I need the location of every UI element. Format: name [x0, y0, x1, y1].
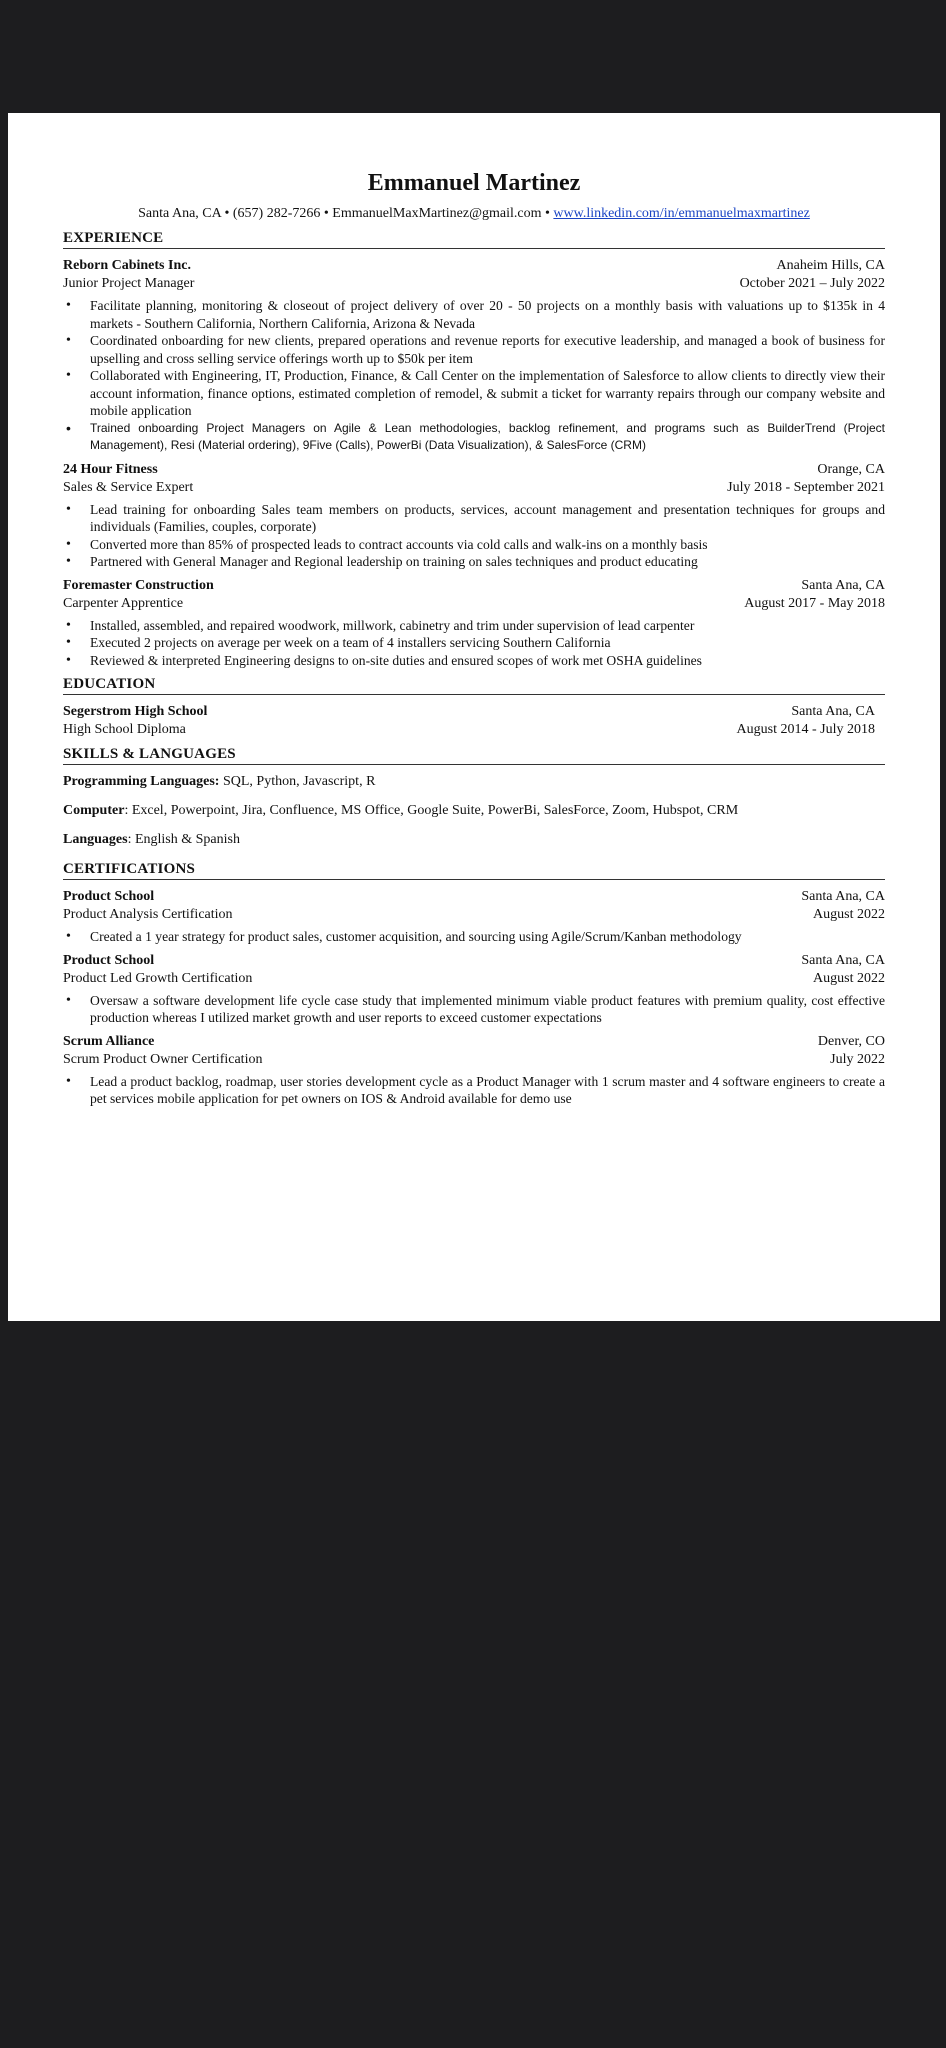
bullet-item: • Converted more than 85% of prospected leads to contract accounts via cold calls and walk-ins on a monthly basis: [90, 536, 885, 554]
cert-org: Product School: [63, 889, 155, 904]
job-entry: [63, 257, 885, 455]
job-bullets: [63, 617, 885, 670]
contact-line: [63, 205, 885, 223]
bullet-item: • Created a 1 year strategy for product sales, customer acquisition, and sourcing using Agile/Scrum/Kanban methodology: [90, 928, 885, 946]
job-role: Carpenter Apprentice: [63, 595, 184, 611]
programming-languages: [63, 773, 885, 791]
skill-value: : Excel, Powerpoint, Jira, Confluence, MS Office, Google Suite, PowerBi, SalesForce, Zoom, Hubspot, CRM: [124, 803, 739, 818]
bullet-item: • Partnered with General Manager and Regional leadership on training on sales techniques and product educating: [90, 553, 885, 571]
job-entry: [63, 577, 885, 670]
cert-name: Product Analysis Certification: [63, 907, 233, 922]
cert-org: Scrum Alliance: [63, 1033, 155, 1049]
cert-date: August 2022: [813, 970, 885, 986]
contact-text: Santa Ana, CA • (657) 282-7266 • EmmanuelMaxMartinez@gmail.com •: [138, 206, 554, 221]
bullet-item: • Lead a product backlog, roadmap, user stories development cycle as a Product Manager with 1 scrum master and 4 software engineers to create a pet services mobile application for pet owners on IOS & Android available for demo use: [90, 1073, 885, 1108]
job-entry: [63, 461, 885, 571]
job-bullets: [63, 297, 885, 455]
job-dates: October 2021 – July 2022: [739, 276, 885, 291]
cert-name: Scrum Product Owner Certification: [63, 1051, 263, 1067]
certification-entry: [63, 952, 885, 1027]
bullet-item: • Collaborated with Engineering, IT, Production, Finance, & Call Center on the implementation of Salesforce to allow clients to directly view their account information, finance options, estimated completion of remodel, & submit a ticket for warranty repairs through our company website and mobile application: [90, 367, 885, 420]
job-location: Anaheim Hills, CA: [776, 258, 885, 273]
job-location: Orange, CA: [817, 461, 885, 477]
job-company: Reborn Cabinets Inc.: [63, 258, 191, 273]
skill-label: Programming Languages:: [63, 774, 220, 789]
resume-page: [8, 113, 940, 1321]
degree: High School Diploma: [63, 722, 186, 737]
cert-location: Santa Ana, CA: [801, 952, 885, 968]
job-company: 24 Hour Fitness: [63, 461, 158, 477]
job-role: Junior Project Manager: [63, 276, 195, 291]
bullet-item: • Coordinated onboarding for new clients, prepared operations and revenue reports for executive leadership, and managed a book of business for upselling and cross selling service offerings worth up to $50k per item: [90, 332, 885, 367]
education-entry: [63, 703, 885, 739]
skills-heading: SKILLS & LANGUAGES: [63, 745, 885, 765]
experience-heading: EXPERIENCE: [63, 229, 885, 249]
job-bullets: [63, 501, 885, 571]
job-location: Santa Ana, CA: [801, 577, 885, 593]
skill-label: Computer: [63, 803, 125, 818]
education-heading: EDUCATION: [63, 675, 885, 695]
skill-value: : English & Spanish: [127, 832, 240, 847]
spoken-languages: [63, 831, 885, 849]
cert-org: Product School: [63, 952, 155, 968]
school-name: Segerstrom High School: [63, 704, 208, 719]
job-role: Sales & Service Expert: [63, 479, 194, 495]
bullet-item: • Facilitate planning, monitoring & closeout of project delivery of over 20 - 50 projects on a monthly basis with valuations up to $135k in 4 markets - Southern California, Northern California, Arizona & Nevada: [90, 297, 885, 332]
skill-label: Languages: [63, 832, 128, 847]
cert-date: July 2022: [830, 1051, 885, 1067]
bullet-item: • Executed 2 projects on average per week on a team of 4 installers servicing Southern California: [90, 634, 885, 652]
candidate-name: Emmanuel Martinez: [367, 170, 581, 196]
cert-bullets: [63, 1073, 885, 1108]
certification-entry: [63, 888, 885, 946]
computer-skills: [63, 802, 885, 820]
linkedin-link[interactable]: www.linkedin.com/in/emmanuelmaxmartinez: [553, 206, 810, 221]
certification-entry: [63, 1033, 885, 1108]
education-dates: August 2014 - July 2018: [736, 722, 875, 737]
job-dates: July 2018 - September 2021: [727, 479, 885, 495]
cert-location: Santa Ana, CA: [801, 889, 885, 904]
bullet-item: • Reviewed & interpreted Engineering designs to on-site duties and ensured scopes of work met OSHA guidelines: [90, 652, 885, 670]
cert-bullets: [63, 992, 885, 1027]
cert-bullets: [63, 928, 885, 946]
bullet-item: • Installed, assembled, and repaired woodwork, millwork, cabinetry and trim under supervision of lead carpenter: [90, 617, 885, 635]
bullet-item: • Trained onboarding Project Managers on Agile & Lean methodologies, backlog refinement, and programs such as BuilderTrend (Project Management), Resi (Material ordering), 9Five (Calls), PowerBi (Data Visualization), & SalesForce (CRM): [90, 420, 885, 455]
job-company: Foremaster Construction: [63, 577, 214, 593]
cert-date: August 2022: [813, 907, 885, 922]
certifications-heading: CERTIFICATIONS: [63, 860, 885, 880]
school-location: Santa Ana, CA: [791, 704, 875, 719]
bullet-item: • Lead training for onboarding Sales team members on products, services, account management and presentation techniques for groups and individuals (Families, couples, corporate): [90, 501, 885, 536]
cert-name: Product Led Growth Certification: [63, 970, 253, 986]
skill-value: SQL, Python, Javascript, R: [219, 774, 376, 789]
bullet-item: • Oversaw a software development life cycle case study that implemented minimum viable product features with premium quality, cost effective production whereas I utilized market growth and user reports to exceed customer expectations: [90, 992, 885, 1027]
cert-location: Denver, CO: [817, 1033, 885, 1049]
job-dates: August 2017 - May 2018: [744, 595, 885, 611]
